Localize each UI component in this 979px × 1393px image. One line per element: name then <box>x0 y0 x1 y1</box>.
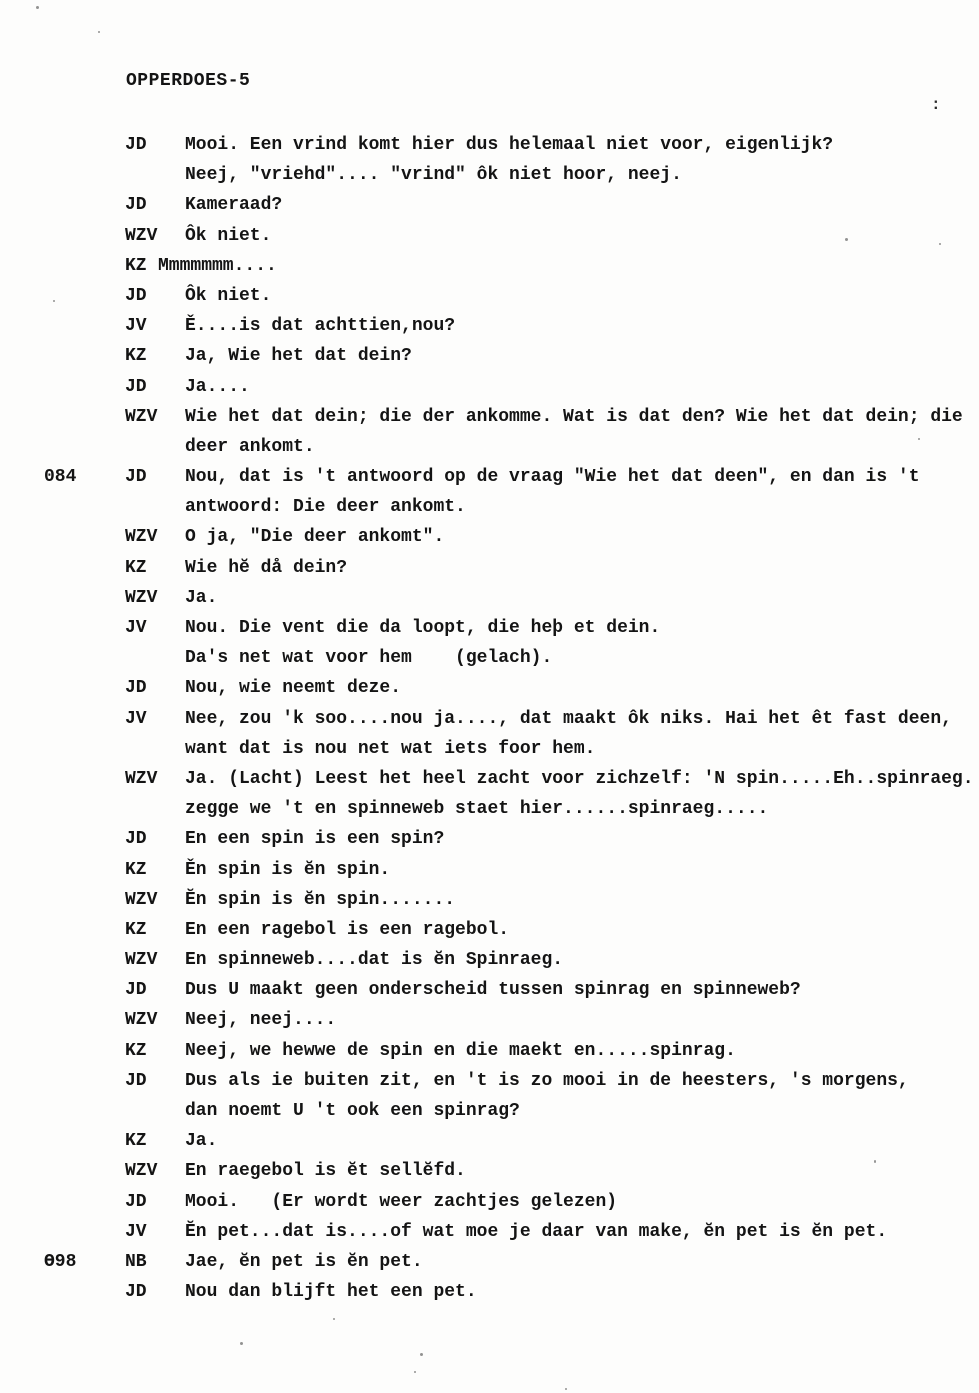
line-text: Neej, neej.... <box>185 1010 337 1031</box>
transcript-line <box>0 824 979 854</box>
speaker-label: JD <box>125 829 147 850</box>
transcript-line <box>0 341 979 371</box>
transcript-body <box>0 130 979 1307</box>
line-text: zegge we 't en spinneweb staet hier......spinraeg..... <box>185 799 769 820</box>
page-title: OPPERDOES-5 <box>126 71 251 91</box>
line-text: Nee, zou 'k soo....nou ja...., dat maakt ôk niks. Hai het êt fast deen, <box>185 708 952 729</box>
line-text: want dat is nou net wat iets foor hem. <box>185 738 596 759</box>
transcript-line <box>0 1096 979 1126</box>
speaker-label: JD <box>125 1282 147 1303</box>
transcript-line <box>0 915 979 945</box>
speaker-label: JD <box>125 1070 147 1091</box>
transcript-line <box>0 643 979 673</box>
transcript-line <box>0 281 979 311</box>
line-text: En een ragebol is een ragebol. <box>185 919 510 940</box>
transcript-line <box>0 673 979 703</box>
line-text: En spinneweb....dat is ĕn Spinraeg. <box>185 950 564 971</box>
transcript-line <box>0 372 979 402</box>
transcript-line <box>0 553 979 583</box>
speaker-label: JD <box>125 285 147 306</box>
speaker-label: JD <box>125 980 147 1001</box>
line-text: Ja, Wie het dat dein? <box>185 346 412 367</box>
scan-noise-colon: : <box>931 96 941 114</box>
speaker-label: KZ <box>125 1040 147 1061</box>
line-text: Ja. <box>185 587 218 608</box>
transcript-line <box>0 221 979 251</box>
transcript-line <box>0 945 979 975</box>
speaker-label: KZ <box>125 346 147 367</box>
line-text: dan noemt U 't ook een spinrag? <box>185 1101 520 1121</box>
transcript-line <box>0 764 979 794</box>
transcript-line <box>0 1247 979 1277</box>
line-text: Ja. (Lacht) Leest het heel zacht voor zichzelf: 'N spin.....Eh..spinraeg. <box>185 768 974 789</box>
line-text: Mooi. (Er wordt weer zachtjes gelezen) <box>185 1191 618 1212</box>
line-text: deer ankomt. <box>185 436 315 457</box>
scan-speck <box>874 1160 876 1163</box>
scan-speck <box>420 1353 423 1356</box>
scan-speck <box>36 6 39 9</box>
transcript-line <box>0 432 979 462</box>
transcript-line <box>0 885 979 915</box>
transcript-line <box>0 1277 979 1307</box>
transcript-line <box>0 1187 979 1217</box>
speaker-label: JD <box>125 678 147 699</box>
transcript-line <box>0 522 979 552</box>
transcript-line <box>0 794 979 824</box>
line-text: Ĕn pet...dat is....of wat moe je daar van make, ĕn pet is ĕn pet. <box>185 1221 888 1242</box>
line-text: Jae, ĕn pet is ĕn pet. <box>185 1251 423 1272</box>
speaker-label: JD <box>125 135 147 155</box>
speaker-label: WZV <box>125 889 158 910</box>
line-text: Ěn spin is ĕn spin. <box>185 859 391 880</box>
scan-speck <box>918 438 920 440</box>
scan-speck <box>333 1318 335 1320</box>
speaker-label: KZ <box>125 255 147 276</box>
line-text: Mmmmmmm.... <box>158 255 277 276</box>
speaker-label: KZ <box>125 1131 147 1152</box>
speaker-label: JD <box>125 195 147 216</box>
speaker-label: WZV <box>125 225 158 246</box>
transcript-line <box>0 311 979 341</box>
scan-speck <box>565 1388 567 1390</box>
line-text: Neej, "vriehd".... "vrind" ôk niet hoor, neej. <box>185 165 682 186</box>
transcript-line <box>0 704 979 734</box>
line-text: Ôk niet. <box>185 225 272 246</box>
line-text: Nou dan blijft het een pet. <box>185 1282 477 1303</box>
transcript-line <box>0 975 979 1005</box>
line-text: antwoord: Die deer ankomt. <box>185 497 466 518</box>
transcript-line <box>0 734 979 764</box>
line-text: Mooi. Een vrind komt hier dus helemaal niet voor, eigenlijk? <box>185 135 834 155</box>
line-text: Da's net wat voor hem (gelach). <box>185 648 553 669</box>
transcript-line <box>0 583 979 613</box>
transcript-line <box>0 1217 979 1247</box>
transcript-line <box>0 1036 979 1066</box>
speaker-label: WZV <box>125 1010 158 1031</box>
speaker-label: WZV <box>125 587 158 608</box>
scan-speck <box>414 1371 416 1373</box>
line-text: Nou, wie neemt deze. <box>185 678 402 699</box>
transcript-line <box>0 1005 979 1035</box>
speaker-label: WZV <box>125 950 158 971</box>
speaker-label: WZV <box>125 768 158 789</box>
scan-speck <box>845 238 848 241</box>
transcript-line <box>0 1156 979 1186</box>
transcript-line <box>0 492 979 522</box>
line-text: Ja. <box>185 1131 218 1152</box>
speaker-label: JV <box>125 708 147 729</box>
transcript-line <box>0 1126 979 1156</box>
scan-speck <box>53 300 55 302</box>
speaker-label: WZV <box>125 1161 158 1182</box>
speaker-label: JD <box>125 376 147 397</box>
transcript-line <box>0 1066 979 1096</box>
speaker-label: NB <box>125 1251 147 1272</box>
line-text: Neej, we hewwe de spin en die maekt en.....spinrag. <box>185 1040 736 1061</box>
transcript-line <box>0 251 979 281</box>
speaker-label: JV <box>125 618 147 638</box>
transcript-line <box>0 402 979 432</box>
line-text: Ôk niet. <box>185 285 272 306</box>
line-text: Wie hĕ då dein? <box>185 557 348 578</box>
transcript-line <box>0 130 979 160</box>
margin-number: 084 <box>44 467 77 488</box>
line-text: Ĕn spin is ĕn spin....... <box>185 889 456 910</box>
transcript-line <box>0 190 979 220</box>
line-text: O ja, "Die deer ankomt". <box>185 527 445 548</box>
line-text: En raegebol is ĕt sellĕfd. <box>185 1161 466 1182</box>
scan-speck <box>98 31 100 33</box>
line-text: Wie het dat dein; die der ankomme. Wat is dat den? Wie het dat dein; die <box>185 406 963 427</box>
speaker-label: JD <box>125 1191 147 1212</box>
transcript-line <box>0 855 979 885</box>
transcript-line <box>0 160 979 190</box>
transcript-line <box>0 613 979 643</box>
speaker-label: KZ <box>125 859 147 880</box>
line-text: Dus U maakt geen onderscheid tussen spinrag en spinneweb? <box>185 980 801 1001</box>
speaker-label: KZ <box>125 557 147 578</box>
speaker-label: JV <box>125 316 147 337</box>
speaker-label: KZ <box>125 919 147 940</box>
line-text: En een spin is een spin? <box>185 829 445 850</box>
line-text: Nou, dat is 't antwoord op de vraag "Wie het dat deen", en dan is 't <box>185 467 920 488</box>
speaker-label: WZV <box>125 527 158 548</box>
line-text: Dus als ie buiten zit, en 't is zo mooi in de heesters, 's morgens, <box>185 1070 909 1091</box>
line-text: Ě....is dat achttien,nou? <box>185 316 456 337</box>
margin-number: Ɵ98 <box>44 1251 77 1272</box>
line-text: Kameraad? <box>185 195 283 216</box>
speaker-label: JD <box>125 467 147 488</box>
scan-speck <box>939 243 941 245</box>
line-text: Ja.... <box>185 376 250 397</box>
speaker-label: WZV <box>125 406 158 427</box>
line-text: Nou. Die vent die da loopt, die heþ et dein. <box>185 618 661 638</box>
transcript-line <box>0 462 979 492</box>
speaker-label: JV <box>125 1221 147 1242</box>
scan-speck <box>240 1342 243 1345</box>
